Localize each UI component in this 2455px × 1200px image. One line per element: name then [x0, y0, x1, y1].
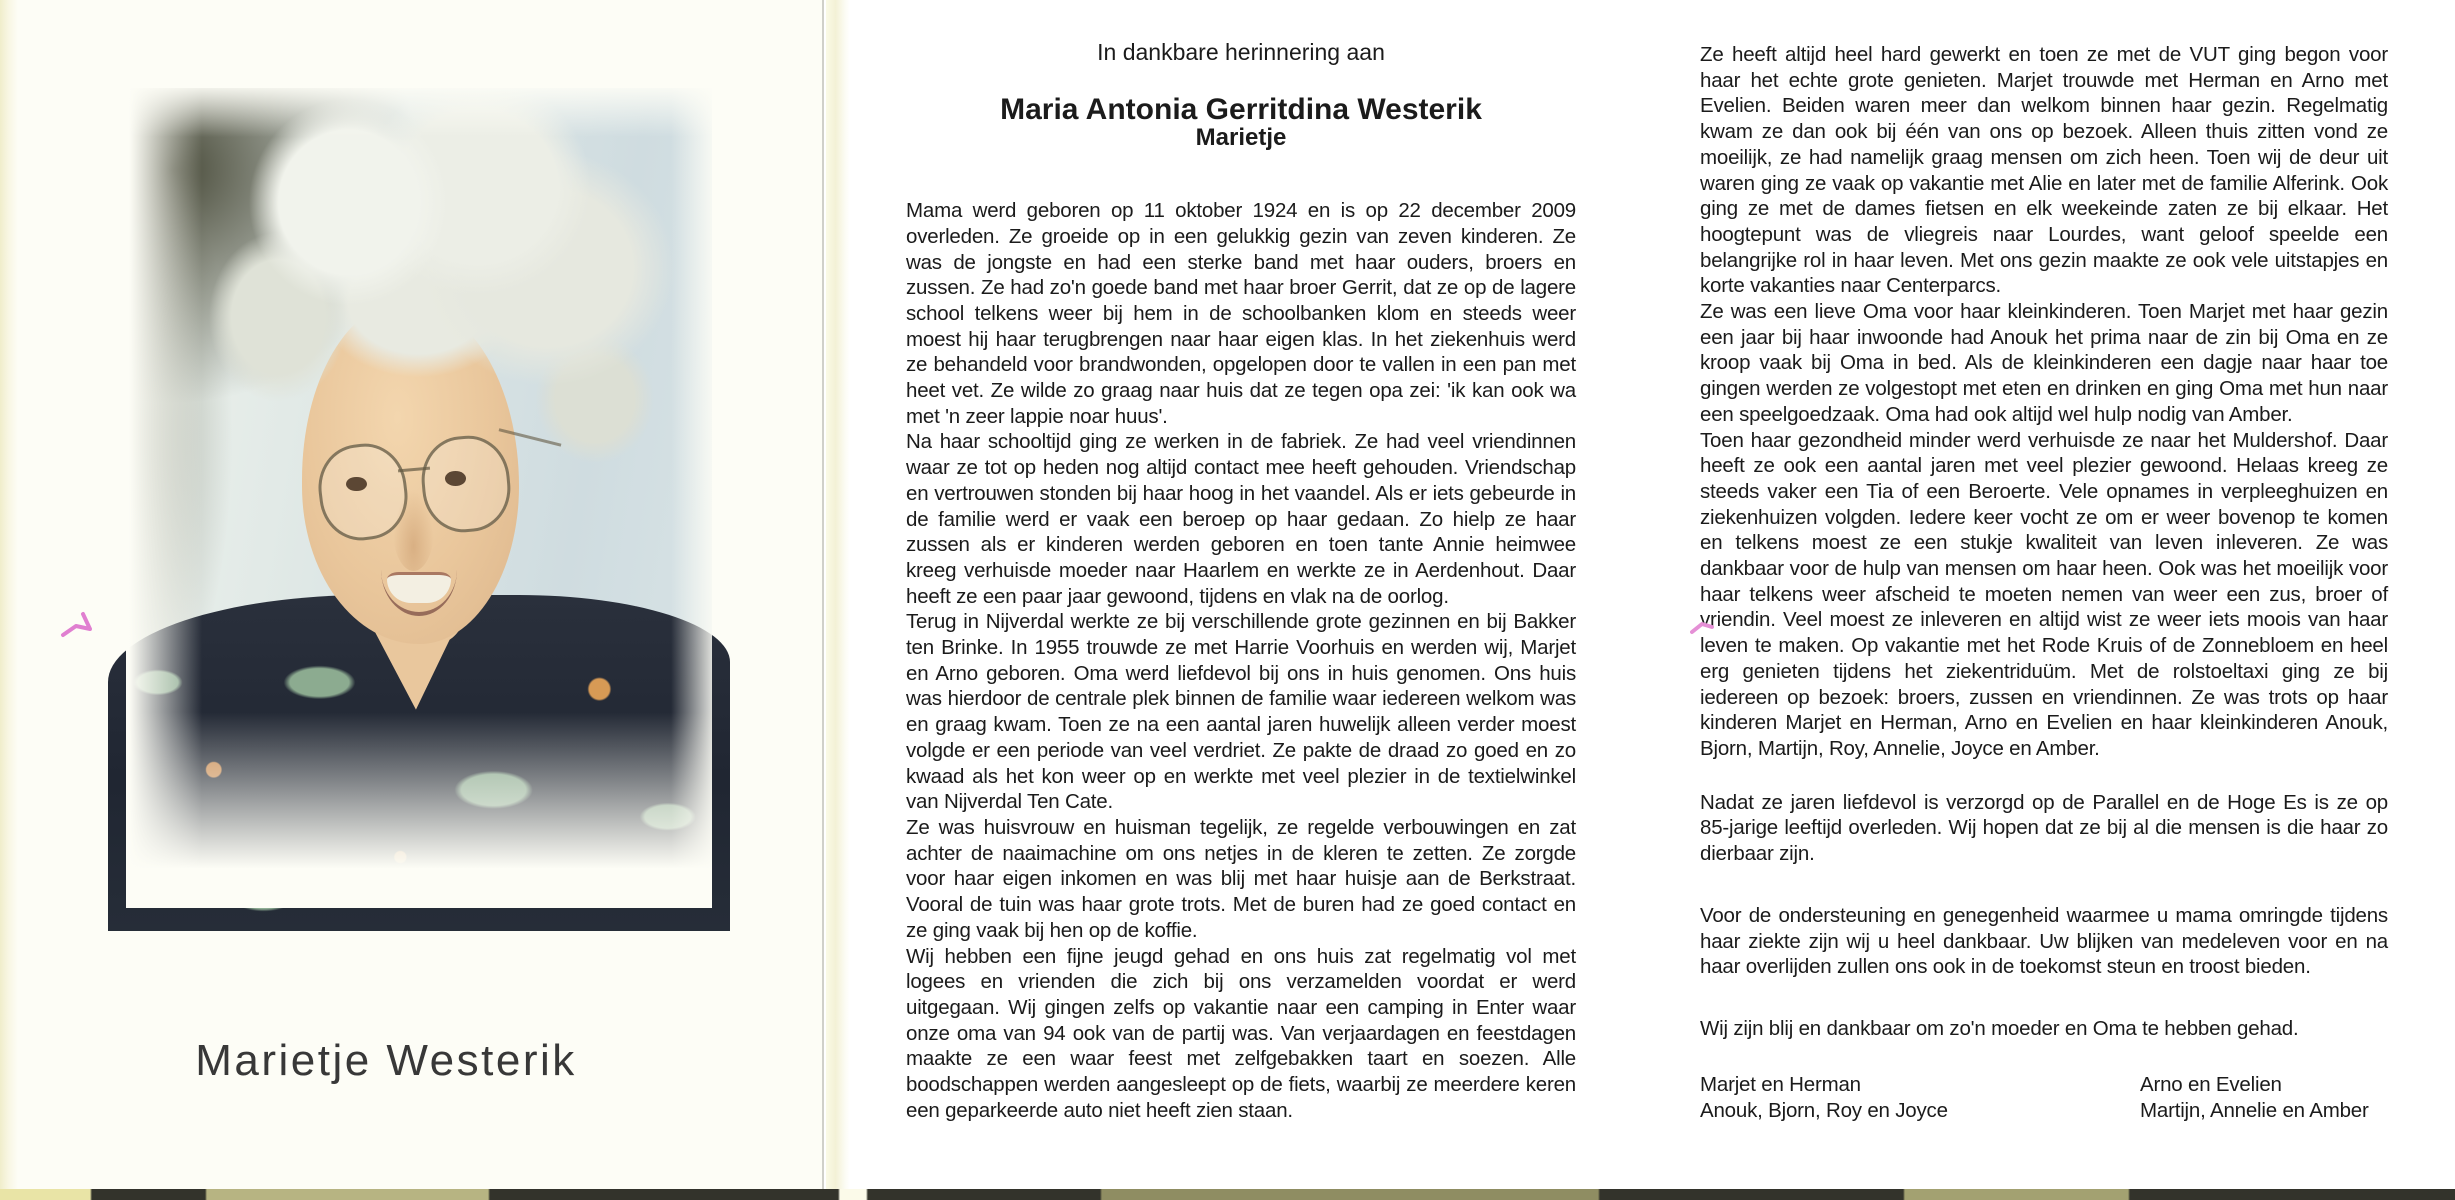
- page-fold-stripe: [826, 0, 850, 1190]
- pink-scan-mark-left: [60, 608, 96, 640]
- scan-edge-stripe: [0, 0, 18, 1200]
- signature-line: Marjet en Herman: [1700, 1072, 1861, 1096]
- memorial-text-column-1: [906, 40, 1576, 1123]
- right-eye: [445, 471, 466, 486]
- left-page: [0, 0, 824, 1200]
- memorial-text-column-2: [1700, 42, 2388, 1125]
- paragraph: Wij hebben een fijne jeugd gehad en ons huis zat regelmatig vol met logees en vrienden die zich bij ons verzamelden voordat er werd uitgegaan. Wij gingen zelfs op vakantie naar een camping in Enter waar onze oma van 94 ook van de partij was. Van verjaardagen en feestdagen maakte ze een waar feest met zelfgebakken taart en soezen. Alle boodschappen werden aangesleept op de fiets, waarbij ze meerdere keren een geparkeerde auto niet heeft zien staan.: [906, 944, 1576, 1122]
- signature-line: Arno en Evelien: [2140, 1072, 2282, 1096]
- paragraph: Ze heeft altijd heel hard gewerkt en toen ze met de VUT ging begon voor haar het echte grote genieten. Marjet trouwde met Herman en Arno met Evelien. Beiden waren meer dan welkom binnen haar gezin. Regelmatig kwam ze dan ook bij één van ons op bezoek. Alleen thuis zitten vond ze moeilijk, ze had namelijk graag mensen om zich heen. Toen wij de deur uit waren ging ze vaak op vakantie met Alie en later met de familie Alferink. Ook ging ze met de dames fietsen en elk weekeinde zaten ze bij elkaar. Het hoogtepunt was de vliegreis naar Lourdes, want geloof speelde een belangrijke rol in haar leven. Met ons gezin maakte ze ook vele uitstapjes en korte vakanties naar Centerparcs.: [1700, 43, 2388, 298]
- photo-caption: Marietje Westerik: [195, 1036, 577, 1085]
- photo-fade-left: [126, 88, 202, 906]
- signature-right: [2140, 1072, 2388, 1125]
- paragraph: Ze was huisvrouw en huisman tegelijk, ze regelde verbouwingen en zat achter de naaimachine om ons netjes in de kleren te zetten. Ze zorgde voor haar eigen inkomen en was blij met haar huisje aan de Berkstraat. Vooral de tuin was haar grote trots. Met de buren had ze goed contact en ze ging vaak bij hen op de koffie.: [906, 815, 1576, 942]
- photo-fade-bottom: [126, 712, 712, 908]
- signature-line: Martijn, Annelie en Amber: [2140, 1099, 2369, 1123]
- paragraph: Nadat ze jaren liefdevol is verzorgd op de Parallel en de Hoge Es is ze op 85-jarige leeftijd overleden. Wij hopen dat ze bij al die mensen is die haar zo dierbaar zijn.: [1700, 790, 2388, 866]
- paragraph: Mama werd geboren op 11 oktober 1924 en is op 22 december 2009 overleden. Ze groeide op in een gelukkig gezin van zeven kinderen. Ze was de jongste en had een sterke band met haar ouders, broers en zussen. Ze had zo'n goede band met haar broer Gerrit, dat ze op de lagere school telkens weer bij hem in de schoolbanken klom en steeds weer moest hij haar terugbrengen naar haar eigen klas. In het ziekenhuis werd ze behandeld voor brandwonden, opgelopen door te vallen in een pan met heet vet. Ze wilde zo graag naar huis dat ze tegen opa zei: 'ik kan ook wa met 'n zeer lappie noar huus'.: [906, 199, 1576, 428]
- full-name: Maria Antonia Gerritdina Westerik: [1000, 92, 1482, 126]
- closing-line: Wij zijn blij en dankbaar om zo'n moeder en Oma te hebben gehad.: [1700, 1016, 2299, 1040]
- paragraph: Ze was een lieve Oma voor haar kleinkinderen. Toen Marjet met haar gezin een jaar bij haar inwoonde had Anouk het prima naar de zin bij Oma en ze kroop vaak bij Oma in bed. Als de kleinkinderen een dagje naar haar toe gingen werden ze volgestopt met eten en drinken en ging Oma met hun naar een speelgoedzaak. Oma had ook altijd wel hulp nodig van Amber.: [1700, 300, 2388, 426]
- signature-left: [1700, 1072, 2140, 1125]
- page-fold-line: [822, 0, 824, 1190]
- paragraph: Toen haar gezondheid minder werd verhuisde ze naar het Muldershof. Daar heeft ze ook een aantal jaren met veel plezier gewoond. Helaas kreeg ze steeds vaker een Tia of een Beroerte. Vele opnames in verpleeghuizen en ziekenhuizen volgden. Iedere keer vocht ze om er weer bovenop te komen en telkens moest ze een stukje kwaliteit van leven inleveren. Ze was dankbaar voor de hulp van mensen om haar heen. Ook was het moeilijk voor haar telkens weer afscheid te moeten nemen van weer een zus, broer of vriendin. Veel moest ze inleveren en altijd wist ze weer iets moois van haar leven te maken. Op vakantie met het Rode Kruis of de Zonnebloem en heel erg genieten tijdens het ziekentriduüm. Met de rolstoeltaxi ging ze bij iedereen op bezoek: broers, zussen en vriendinnen. Ze was trots op haar kinderen Marjet en Herman, Arno en Evelien en haar kleinkinderen Anouk, Bjorn, Martijn, Roy, Annelie, Joyce en Amber.: [1700, 428, 2388, 760]
- paragraph: Voor de ondersteuning en genegenheid waarmee u mama omringde tijdens haar ziekte zijn wij u heel dankbaar. Uw blijken van medeleven voor en na haar overlijden zullen ons ook in de toekomst steun en troost bieden.: [1700, 903, 2388, 979]
- signatures: [1700, 1072, 2388, 1125]
- nose-shading: [393, 489, 434, 571]
- nickname: Marietje: [1195, 124, 1287, 152]
- scanner-edge-bar: [0, 1189, 2455, 1200]
- portrait-photo: [126, 88, 712, 906]
- intro-line: In dankbare herinnering aan: [1097, 39, 1385, 65]
- paragraph: Terug in Nijverdal werkte ze bij verschillende grote gezinnen en bij Bakker ten Brinke. In 1955 trouwde ze met Harrie Voorhuis en werden wij, Marjet en Arno geboren. Oma werd liefdevol bij ons in huis genomen. Ons huis was hierdoor de centrale plek binnen de familie waar iedereen welkom was en graag kwam. Toen ze na een aantal jaren huwelijk alleen verder moest volgde er een periode van veel verdriet. Ze pakte de draad zo goed en zo kwaad als het kon weer op en werkte met veel plezier in de textielwinkel van Nijverdal Ten Cate.: [906, 610, 1576, 814]
- photo-fade-top: [126, 88, 712, 137]
- signature-line: Anouk, Bjorn, Roy en Joyce: [1700, 1099, 1948, 1123]
- left-eye: [346, 477, 367, 492]
- photo-fade-right: [671, 88, 712, 906]
- pink-scan-mark-right: [1690, 614, 1716, 636]
- paragraph: Na haar schooltijd ging ze werken in de fabriek. Ze had veel vriendinnen waar ze tot op heden nog altijd contact mee heeft gehouden. Vriendschap en vertrouwen stonden bij haar hoog in het vaandel. Als er iets gebeurde in de familie werd er vaak een beroep op haar gedaan. Zo hielp ze haar zussen als er kinderen werden geboren en toen tante Annie heimwee kreeg verhuisde moeder naar Haarlem en werkte ze in Aerdenhout. Daar heeft ze een paar jaar gewoond, tijdens en vlak na de oorlog.: [906, 430, 1576, 608]
